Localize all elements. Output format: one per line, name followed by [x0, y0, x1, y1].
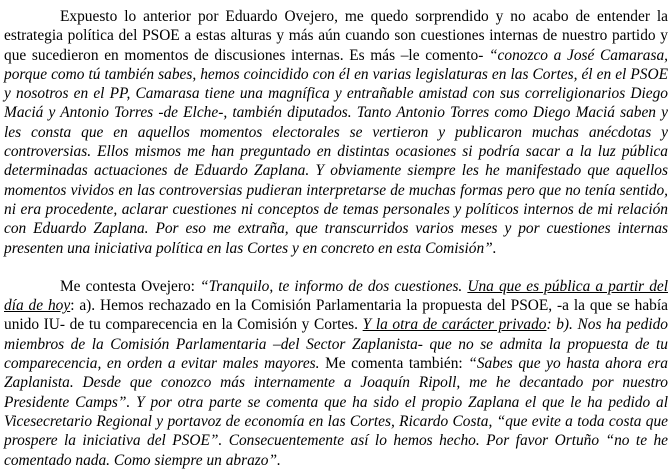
paragraph-2-text-c: Y por otra parte se comenta que ha sido el propio Zaplana el que le ha pedido al Vicesecretario Regional y portavoz de economía en las Cortes, Ricardo Costa,: [4, 393, 668, 430]
paragraph-2-underline-a: Una que es pública a partir del día de hoy: [4, 277, 668, 315]
paragraph-2-quote-c: “Sabes que yo hasta ahora era Zaplanista. Desde que conozco más internamente a Joaquín Ripoll, me he decantado por nuestro Presidente Camps”.: [4, 355, 669, 411]
paragraph-2-text-d: Consecuentemente así lo hemos hecho. Por favor Ortuño: [222, 432, 606, 450]
paragraph-spacer: [4, 258, 668, 277]
paragraph-2-text-a: : a). Hemos rechazado en la Comisión Parlamentaria la propuesta del PSOE, -a la que se había unido IU- de tu comparecencia en la Comisión y Cortes.: [4, 297, 668, 334]
paragraph-2-quote-a: “Tranquilo, te informo de dos cuestiones.: [200, 277, 468, 295]
paragraph-2-quote-b: : b). Nos ha pedido miembros de la Comisión Parlamentaria –del Sector Zaplanista- que no se admita la propuesta de tu comparecencia, en orden a evitar males mayores.: [4, 316, 668, 373]
paragraph-1-intro: Expuesto lo anterior por Eduardo Ovejero, me quedo sorprendido y no acabo de entender la estrategia política del PSOE a estas alturas y más aún cuando son cuestiones internas de nuestro partido y que sucedieron en momentos de discusiones internas. Es más –le comento-: [4, 8, 668, 64]
paragraph-2: [4, 277, 668, 470]
paragraph-2-intro: Me contesta Ovejero:: [60, 277, 201, 295]
paragraph-2-quote-d: “que evite a toda costa que prospere la iniciativa del PSOE”.: [4, 412, 668, 450]
paragraph-1: [4, 7, 668, 258]
paragraph-1-quote: “conozco a José Camarasa, porque como tú también sabes, hemos coincidido con él en varias legislaturas en las Cortes, él en el PSOE y nosotros en el PP, Camarasa tiene una magnífica y entrañable amistad con sus correligionarios Diego Maciá y Antonio Torres -de Elche-, también diputados. Tanto Antonio Torres como Diego Maciá saben y les consta que en aquellos momentos electorales se vertieron y publicaron muchas anécdotas y controversias. Ellos mismos me han preguntado en distintas ocasiones si podría sacar a la luz pública determinadas actuaciones de Eduardo Zaplana. Y obviamente siempre les he manifestado que aquellos momentos vividos en las controversias pudieran interpretarse de muchas formas pero que no tenía sentido, ni era procedente, aclarar cuestiones ni conceptos de temas personales y políticos internos de mi relación con Eduardo Zaplana. Por eso me extraña, que transcurridos varios meses y por cuestiones internas presenten una iniciativa política en las Cortes y en concreto en esta Comisión”.: [4, 46, 668, 257]
paragraph-2-text-b: Me comenta también:: [319, 355, 469, 373]
paragraph-2-quote-e: “no te he comentado nada. Como siempre un abrazo”.: [4, 432, 668, 469]
paragraph-2-underline-b: Y la otra de carácter privado: [362, 316, 547, 334]
document-body: [4, 7, 668, 470]
